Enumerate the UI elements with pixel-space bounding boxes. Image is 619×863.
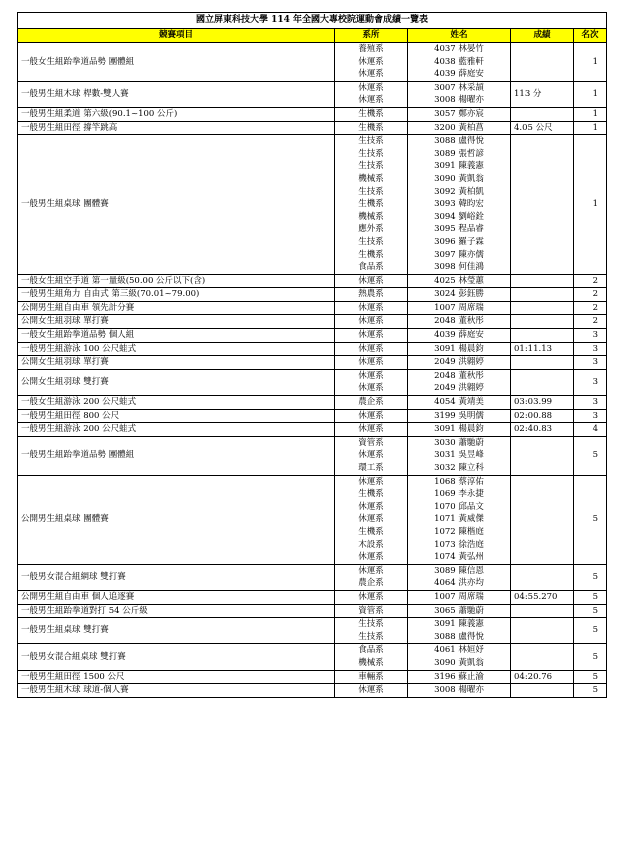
event-cell: 公開男生組自由車 個人追逐賽 — [18, 590, 335, 604]
dept-entry: 休運系 — [358, 450, 384, 461]
dept-cell — [335, 81, 408, 107]
dept-entry: 生技系 — [358, 619, 384, 630]
event-cell: 一般男生組跆拳道對打 54 公斤級 — [18, 604, 335, 618]
rank-cell: 2 — [574, 315, 607, 329]
name-cell — [408, 423, 511, 437]
dept-entry: 資管系 — [358, 437, 384, 448]
name-entry: 2048 董秋彤 — [434, 370, 484, 381]
dept-entry: 生機系 — [358, 249, 384, 260]
name-entry: 1072 陳楷庭 — [434, 526, 484, 537]
name-cell — [408, 590, 511, 604]
name-entry: 3098 何佳鴻 — [434, 262, 484, 273]
name-entry: 4037 林晏竹 — [434, 44, 484, 54]
rank-cell: 5 — [574, 475, 607, 564]
name-entry: 1068 蔡淳佑 — [434, 476, 484, 487]
dept-entry: 休運系 — [358, 357, 384, 368]
name-cell — [408, 274, 511, 288]
dept-cell — [335, 301, 408, 315]
name-entry: 3199 吳明儒 — [434, 410, 484, 421]
dept-entry: 休運系 — [358, 591, 384, 602]
dept-entry: 生技系 — [358, 236, 384, 247]
result-cell: 03:03.99 — [511, 396, 574, 410]
result-cell: 02:00.88 — [511, 409, 574, 423]
dept-entry: 生機系 — [358, 489, 384, 500]
rank-cell: 3 — [574, 409, 607, 423]
result-cell — [511, 274, 574, 288]
rank-cell: 2 — [574, 301, 607, 315]
dept-entry: 機械系 — [358, 657, 384, 668]
dept-entry: 休運系 — [358, 275, 384, 286]
rank-cell: 1 — [574, 107, 607, 121]
name-cell — [408, 604, 511, 618]
dept-entry: 生技系 — [358, 186, 384, 197]
header-dept: 系所 — [335, 29, 408, 43]
dept-entry: 生技系 — [358, 161, 384, 172]
rank-cell: 1 — [574, 43, 607, 82]
dept-entry: 休運系 — [358, 501, 384, 512]
rank-cell: 3 — [574, 356, 607, 370]
dept-entry: 環工系 — [358, 463, 384, 473]
name-entry: 1070 邱品文 — [434, 501, 484, 512]
table-row — [18, 369, 607, 395]
result-cell — [511, 436, 574, 475]
name-entry: 3089 陳信恩 — [434, 565, 484, 576]
name-entry: 3091 楊晨鈞 — [434, 343, 484, 354]
rank-cell: 2 — [574, 274, 607, 288]
name-entry: 3089 張哲諺 — [434, 148, 484, 159]
name-cell — [408, 356, 511, 370]
dept-cell — [335, 684, 408, 698]
event-cell: 一般男生組田徑 1500 公尺 — [18, 670, 335, 684]
name-entry: 4061 林姮妤 — [434, 645, 484, 656]
name-entry: 1073 徐浩庭 — [434, 539, 484, 550]
table-row — [18, 604, 607, 618]
rank-cell: 5 — [574, 590, 607, 604]
rank-cell: 1 — [574, 81, 607, 107]
dept-cell — [335, 644, 408, 670]
event-cell: 一般女生組空手道 第一量級(50.00 公斤以下(含) — [18, 274, 335, 288]
dept-entry: 休運系 — [358, 56, 384, 67]
result-cell: 4.05 公尺 — [511, 121, 574, 135]
name-entry: 3090 黃凱翁 — [434, 657, 484, 668]
result-cell — [511, 329, 574, 343]
rank-cell: 5 — [574, 618, 607, 644]
rank-cell: 5 — [574, 644, 607, 670]
event-cell: 一般男生組游泳 100 公尺蛙式 — [18, 342, 335, 356]
name-cell — [408, 684, 511, 698]
result-cell — [511, 564, 574, 590]
name-entry: 4038 藍雅軒 — [434, 56, 484, 67]
header-result: 成績 — [511, 29, 574, 43]
table-row — [18, 274, 607, 288]
dept-entry: 休運系 — [358, 514, 384, 525]
result-cell: 01:11.13 — [511, 342, 574, 356]
event-cell: 公開女生組羽球 單打賽 — [18, 315, 335, 329]
result-cell — [511, 315, 574, 329]
dept-entry: 生技系 — [358, 136, 384, 147]
name-entry: 3088 盧得悅 — [434, 631, 484, 642]
name-entry: 3093 韓昀宏 — [434, 199, 484, 210]
table-row — [18, 329, 607, 343]
dept-entry: 農企系 — [358, 397, 384, 408]
dept-entry: 休運系 — [358, 316, 384, 327]
table-row — [18, 475, 607, 564]
result-cell — [511, 301, 574, 315]
table-row — [18, 135, 607, 275]
dept-entry: 熱農系 — [358, 289, 384, 300]
name-cell — [408, 107, 511, 121]
table-row — [18, 81, 607, 107]
header-event: 競賽項目 — [18, 29, 335, 43]
result-cell — [511, 475, 574, 564]
name-entry: 1074 黃弘州 — [434, 552, 484, 563]
name-entry: 4064 洪亦均 — [434, 578, 484, 589]
table-row — [18, 43, 607, 82]
name-cell — [408, 436, 511, 475]
name-entry: 3096 羅子霖 — [434, 236, 484, 247]
result-cell: 02:40.83 — [511, 423, 574, 437]
dept-entry: 食品系 — [358, 645, 384, 656]
dept-entry: 生機系 — [358, 526, 384, 537]
dept-cell — [335, 590, 408, 604]
name-entry: 1007 周席瑞 — [434, 302, 484, 313]
name-cell — [408, 369, 511, 395]
dept-cell — [335, 356, 408, 370]
dept-entry: 休運系 — [358, 424, 384, 435]
name-cell — [408, 43, 511, 82]
name-entry: 2048 董秋彤 — [434, 316, 484, 327]
rank-cell: 3 — [574, 342, 607, 356]
table-row — [18, 409, 607, 423]
rank-cell: 3 — [574, 396, 607, 410]
dept-cell — [335, 274, 408, 288]
name-entry: 3095 程品睿 — [434, 224, 484, 235]
event-cell: 一般男生組桌球 團體賽 — [18, 135, 335, 275]
dept-entry: 車輛系 — [358, 671, 384, 682]
table-row — [18, 436, 607, 475]
dept-cell — [335, 604, 408, 618]
dept-entry: 生機系 — [358, 122, 384, 133]
rank-cell: 5 — [574, 604, 607, 618]
rank-cell: 3 — [574, 369, 607, 395]
dept-entry: 休運系 — [358, 343, 384, 354]
results-table — [17, 12, 607, 698]
name-entry: 1007 周席瑞 — [434, 591, 484, 602]
dept-entry: 機械系 — [358, 211, 384, 222]
header-name: 姓名 — [408, 29, 511, 43]
dept-cell — [335, 475, 408, 564]
dept-entry: 休運系 — [358, 476, 384, 487]
rank-cell: 4 — [574, 423, 607, 437]
event-cell: 一般男生組田徑 撐竿跳高 — [18, 121, 335, 135]
rank-cell: 5 — [574, 670, 607, 684]
table-row — [18, 423, 607, 437]
event-cell: 一般男生組木球 桿數-雙人賽 — [18, 81, 335, 107]
name-entry: 3097 陳亦儒 — [434, 249, 484, 260]
dept-entry: 農企系 — [358, 578, 384, 589]
dept-entry: 休運系 — [358, 383, 384, 394]
table-row — [18, 121, 607, 135]
rank-cell: 5 — [574, 684, 607, 698]
name-entry: 4054 黃靖美 — [434, 397, 484, 408]
name-entry: 4039 薛庭安 — [434, 330, 484, 341]
dept-cell — [335, 436, 408, 475]
dept-entry: 休運系 — [358, 302, 384, 313]
result-cell — [511, 356, 574, 370]
result-cell — [511, 369, 574, 395]
name-entry: 3094 劉峪銓 — [434, 211, 484, 222]
name-cell — [408, 288, 511, 302]
name-entry: 3008 楊曜亦 — [434, 95, 484, 106]
event-cell: 公開女生組羽球 單打賽 — [18, 356, 335, 370]
rank-cell: 1 — [574, 135, 607, 275]
name-cell — [408, 135, 511, 275]
event-cell: 一般男女混合組桌球 雙打賽 — [18, 644, 335, 670]
dept-cell — [335, 135, 408, 275]
name-entry: 4039 薛庭安 — [434, 69, 484, 80]
header-row — [18, 29, 607, 43]
title-row — [18, 13, 607, 29]
name-cell — [408, 342, 511, 356]
table-row — [18, 342, 607, 356]
name-entry: 3091 陳義憲 — [434, 161, 484, 172]
dept-cell — [335, 564, 408, 590]
dept-entry: 休運系 — [358, 552, 384, 563]
dept-cell — [335, 315, 408, 329]
results-sheet — [17, 12, 606, 698]
dept-cell — [335, 369, 408, 395]
dept-cell — [335, 342, 408, 356]
dept-entry: 生技系 — [358, 148, 384, 159]
dept-entry: 生技系 — [358, 631, 384, 642]
name-entry: 3065 蕭馳蔚 — [434, 605, 484, 616]
rank-cell: 2 — [574, 288, 607, 302]
result-cell — [511, 135, 574, 275]
name-cell — [408, 396, 511, 410]
name-entry: 3091 陳義憲 — [434, 619, 484, 630]
table-row — [18, 315, 607, 329]
name-cell — [408, 81, 511, 107]
name-entry: 3088 盧得悅 — [434, 136, 484, 147]
dept-entry: 休運系 — [358, 69, 384, 80]
dept-entry: 休運系 — [358, 685, 384, 696]
dept-cell — [335, 409, 408, 423]
name-cell — [408, 301, 511, 315]
name-cell — [408, 564, 511, 590]
event-cell: 一般女生組跆拳道品勢 團體組 — [18, 43, 335, 82]
name-entry: 1071 黃威傑 — [434, 514, 484, 525]
event-cell: 一般男生組角力 自由式 第三級(70.01~79.00) — [18, 288, 335, 302]
dept-entry: 休運系 — [358, 330, 384, 341]
dept-cell — [335, 43, 408, 82]
rank-cell: 5 — [574, 564, 607, 590]
result-cell — [511, 644, 574, 670]
dept-entry: 休運系 — [358, 95, 384, 106]
name-entry: 3092 黃柏凱 — [434, 186, 484, 197]
dept-cell — [335, 423, 408, 437]
result-cell: 113 分 — [511, 81, 574, 107]
dept-entry: 機械系 — [358, 173, 384, 184]
dept-cell — [335, 288, 408, 302]
table-row — [18, 107, 607, 121]
event-cell: 一般女生組跆拳道品勢 個人組 — [18, 329, 335, 343]
result-cell: 04:55.270 — [511, 590, 574, 604]
event-cell: 公開男生組自由車 領先計分賽 — [18, 301, 335, 315]
name-entry: 3032 陳立科 — [434, 463, 484, 473]
name-entry: 3196 蘇止渝 — [434, 671, 484, 682]
table-row — [18, 564, 607, 590]
name-cell — [408, 644, 511, 670]
dept-entry: 食品系 — [358, 262, 384, 273]
table-row — [18, 644, 607, 670]
name-cell — [408, 409, 511, 423]
dept-cell — [335, 396, 408, 410]
table-row — [18, 288, 607, 302]
name-entry: 3024 彭鈺勝 — [434, 289, 484, 300]
name-entry: 3008 楊曜亦 — [434, 685, 484, 696]
name-cell — [408, 121, 511, 135]
result-cell — [511, 43, 574, 82]
event-cell: 公開男生組桌球 團體賽 — [18, 475, 335, 564]
dept-cell — [335, 329, 408, 343]
dept-entry: 生機系 — [358, 199, 384, 210]
event-cell: 一般男生組柔道 第六級(90.1~100 公斤) — [18, 107, 335, 121]
dept-entry: 應外系 — [358, 224, 384, 235]
result-cell — [511, 288, 574, 302]
dept-entry: 養殖系 — [358, 44, 384, 54]
name-entry: 1069 李永捷 — [434, 489, 484, 500]
table-row — [18, 618, 607, 644]
name-entry: 3200 黃柏菖 — [434, 122, 484, 133]
name-entry: 2049 洪翺婷 — [434, 357, 484, 368]
name-entry: 3091 楊晨鈞 — [434, 424, 484, 435]
dept-cell — [335, 618, 408, 644]
result-cell — [511, 684, 574, 698]
dept-cell — [335, 670, 408, 684]
table-row — [18, 684, 607, 698]
name-entry: 3030 蕭馳蔚 — [434, 437, 484, 448]
result-cell: 04:20.76 — [511, 670, 574, 684]
dept-entry: 生機系 — [358, 108, 384, 119]
event-cell: 一般男生組跆拳道品勢 團體組 — [18, 436, 335, 475]
name-cell — [408, 670, 511, 684]
name-entry: 3007 林采頡 — [434, 82, 484, 93]
event-cell: 一般男生組游泳 200 公尺蛙式 — [18, 423, 335, 437]
name-entry: 2049 洪翺婷 — [434, 383, 484, 394]
name-entry: 4025 林瑩蕙 — [434, 275, 484, 286]
rank-cell: 5 — [574, 436, 607, 475]
result-cell — [511, 604, 574, 618]
name-entry: 3057 鄭亦宸 — [434, 108, 484, 119]
dept-cell — [335, 107, 408, 121]
dept-entry: 資管系 — [358, 605, 384, 616]
table-row — [18, 356, 607, 370]
rank-cell: 1 — [574, 121, 607, 135]
rank-cell: 3 — [574, 329, 607, 343]
result-cell — [511, 618, 574, 644]
name-entry: 3090 黃凱翁 — [434, 173, 484, 184]
event-cell: 一般男女混合組網球 雙打賽 — [18, 564, 335, 590]
event-cell: 一般男生組木球 球道-個人賽 — [18, 684, 335, 698]
table-row — [18, 590, 607, 604]
table-row — [18, 670, 607, 684]
dept-entry: 休運系 — [358, 410, 384, 421]
header-rank: 名次 — [574, 29, 607, 43]
table-title: 國立屏東科技大學 114 年全國大專校院運動會成績一覽表 — [18, 13, 607, 29]
dept-entry: 休運系 — [358, 82, 384, 93]
dept-entry: 木設系 — [358, 539, 384, 550]
name-cell — [408, 329, 511, 343]
name-cell — [408, 475, 511, 564]
dept-entry: 休運系 — [358, 565, 384, 576]
table-row — [18, 396, 607, 410]
event-cell: 公開女生組羽球 雙打賽 — [18, 369, 335, 395]
dept-entry: 休運系 — [358, 370, 384, 381]
name-cell — [408, 618, 511, 644]
result-cell — [511, 107, 574, 121]
table-row — [18, 301, 607, 315]
event-cell: 一般男生組田徑 800 公尺 — [18, 409, 335, 423]
event-cell: 一般女生組游泳 200 公尺蛙式 — [18, 396, 335, 410]
dept-cell — [335, 121, 408, 135]
name-entry: 3031 吳昱峰 — [434, 450, 484, 461]
event-cell: 一般男生組桌球 雙打賽 — [18, 618, 335, 644]
name-cell — [408, 315, 511, 329]
